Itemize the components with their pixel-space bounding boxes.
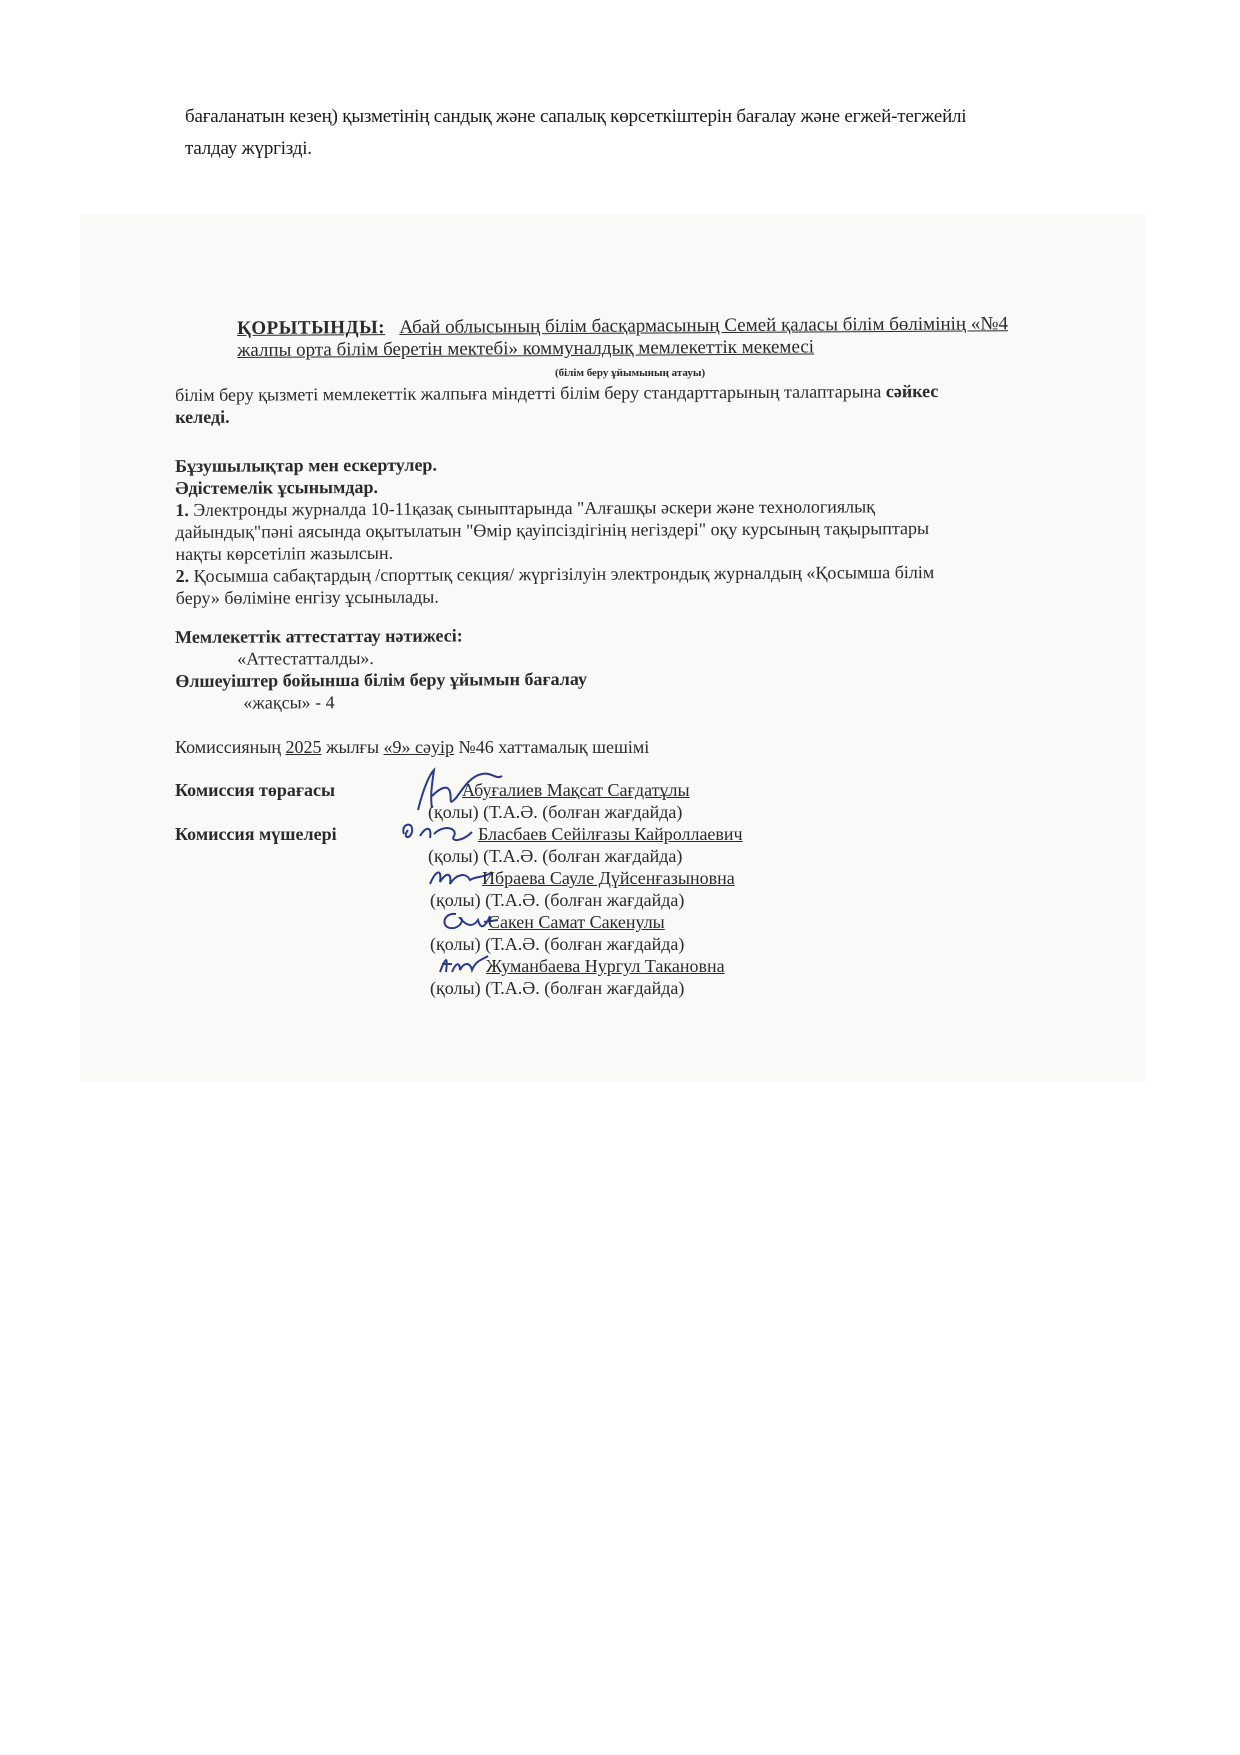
item-2-line-1: Қосымша сабақтардың /спорттық секция/ жүргізілуін электрондық журналдың «Қосымша білім bbox=[193, 562, 935, 586]
recommendations-heading: Әдістемелік ұсынымдар. bbox=[175, 476, 379, 498]
item-1-line-2: дайындық"пәні аясында оқытылатын "Өмір қауіпсіздігінің негіздері" оқу курсының тақырыптары bbox=[175, 518, 930, 542]
member-1-name: Бласбаев Сейілғазы Кайроллаевич bbox=[478, 824, 743, 844]
conclusion-text bbox=[175, 379, 1150, 428]
item-1-line-3: нақты көрсетіліп жазылсын. bbox=[175, 542, 394, 564]
conclusion-text-line-2: келеді. bbox=[175, 406, 230, 427]
conclusion-block bbox=[237, 313, 1097, 362]
attestation-heading: Мемлекеттік аттестаттау нәтижесі: bbox=[175, 625, 463, 647]
member-4-signature bbox=[434, 950, 494, 980]
member-1-caption: (қолы) (Т.А.Ә. (болған жағдайда) bbox=[428, 846, 683, 866]
intro-line-1: бағаланатын кезең) қызметінің сандық және сапалық көрсеткіштерін бағалау және егжей-тегжейлі bbox=[185, 106, 967, 127]
member-1-signature bbox=[398, 814, 488, 848]
member-3-name: Сакен Самат Сакенулы bbox=[488, 912, 665, 932]
criteria-heading: Өлшеуіштер бойынша білім беру ұйымын бағалау bbox=[175, 668, 587, 691]
item-2-number: 2. bbox=[175, 565, 190, 586]
member-4-name: Жуманбаева Нургул Такановна bbox=[486, 956, 725, 976]
attestation-result: «Аттестатталды». bbox=[237, 647, 374, 669]
org-name-line-2: жалпы орта білім беретін мектебі» коммуналдық мемлекеттік мекемесі bbox=[237, 336, 815, 361]
org-caption: (білім беру ұйымының атауы) bbox=[555, 367, 706, 379]
intro-paragraph bbox=[185, 101, 1065, 165]
chair-caption: (қолы) (Т.А.Ә. (болған жағдайда) bbox=[428, 802, 683, 822]
item-2-line-2: беру» бөліміне енгізу ұсынылады. bbox=[175, 586, 439, 608]
decision-date: «9» сәуір bbox=[383, 737, 455, 757]
conclusion-label: ҚОРЫТЫНДЫ: bbox=[237, 317, 386, 339]
member-3-caption: (қолы) (Т.А.Ә. (болған жағдайда) bbox=[430, 934, 685, 954]
members-label: Комиссия мүшелері bbox=[175, 824, 337, 844]
decision-year: 2025 bbox=[285, 737, 322, 757]
item-1-number: 1. bbox=[175, 499, 189, 520]
decision-suffix: №46 хаттамалық шешімі bbox=[458, 737, 650, 757]
attestation-block bbox=[175, 621, 1150, 714]
decision-prefix: Комиссияның bbox=[175, 737, 282, 757]
decision-line bbox=[175, 736, 1135, 758]
scanned-document bbox=[80, 214, 1145, 1082]
criteria-result: «жақсы» - 4 bbox=[243, 692, 335, 713]
decision-mid: жылғы bbox=[326, 737, 380, 757]
org-name-line-1: Абай облысының білім басқармасының Семей қаласы білім бөлімінің «№4 bbox=[399, 313, 1008, 339]
member-2-caption: (қолы) (Т.А.Ә. (болған жағдайда) bbox=[430, 890, 685, 910]
conclusion-text-line-1: білім беру қызметі мемлекеттік жалпыға міндетті білім беру стандарттарының талаптарына bbox=[175, 381, 882, 405]
intro-line-2: талдау жүргізді. bbox=[185, 138, 312, 159]
item-1-line-1: Электронды журналда 10-11қазақ сыныптарында "Алғашқы әскери және технологиялық bbox=[193, 496, 876, 520]
conclusion-text-emphasis: сәйкес bbox=[885, 381, 939, 402]
remarks-block bbox=[175, 450, 1151, 609]
member-4-caption: (қолы) (Т.А.Ә. (болған жағдайда) bbox=[430, 978, 685, 998]
remarks-heading: Бұзушылықтар мен ескертулер. bbox=[175, 454, 437, 476]
chair-label: Комиссия төрағасы bbox=[175, 780, 336, 800]
member-2-name: Ибраева Сауле Дүйсенғазыновна bbox=[482, 868, 735, 888]
chair-name: Абуғалиев Мақсат Сағдатұлы bbox=[462, 780, 690, 800]
